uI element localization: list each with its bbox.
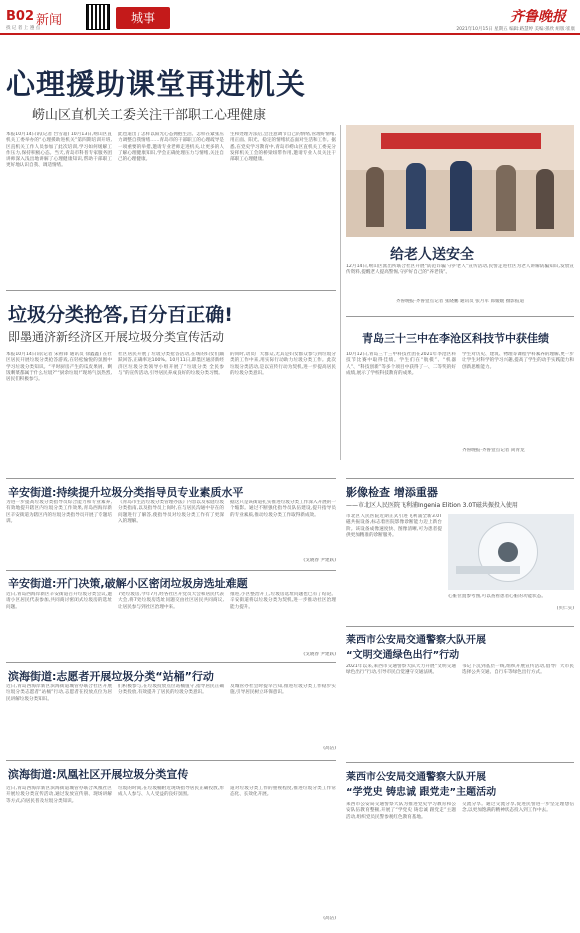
police-headline: 莱西市公安局交通警察大队开展 bbox=[346, 635, 486, 646]
channel-label: 城事 bbox=[130, 11, 155, 25]
hospital-text: 市北区人民医院近期正式引进飞利浦全新3.0T磁共振设备,标志着医院影像诊断能力迈上新台阶。该设备成像速度快、图像清晰,可为患者提供更加精准的诊断服务。 bbox=[346, 514, 442, 538]
lead-col-2: 此也道出了怎样以阳光心态拥抱生活、怎样在紧张压力调整自我情绪……青岛市的干部职工的心理疏导是一项重要的举措,邀请专业老师走进机关,让更多的人了解心理健康知识,学会正确处理压力与情绪,关注自己的心理健康。 bbox=[118, 132, 224, 163]
mri-caption: 心脏位置参考图,可以查看患者心脏的功能状态。 bbox=[448, 594, 546, 599]
person-figure bbox=[406, 163, 426, 229]
garbage-col-1: 本报10月14日讯(记者 宋祖锋 通讯员 徐鑫鑫) 在社区居民开展垃圾分类抢答游戏,在轻松愉悦的氛围中学习垃圾分类知识。“平时厨房产生的瓜皮果屑、剩饭剩菜都属于什么垃圾?”“厨余垃圾!”现场气氛热烈,居民们积极参与。 bbox=[6, 352, 112, 383]
article-credit: (戈晓春 尹建跃) bbox=[303, 558, 336, 563]
person-figure bbox=[366, 167, 384, 227]
header-left-line: 找 记 者 上 遵 点 bbox=[6, 26, 41, 31]
article-col-1: 为进一步提高垃圾分类指导员综合能力和专业素养,有效地提升辖区内垃圾分类工作效果,青岛西海岸新区辛安街道为辖区内的垃圾分类指导员开展了专题培训。 bbox=[6, 500, 112, 524]
article-col-2: 7处垃圾房,今年7月,经各社区开党员大会和居民代表大会,将7处垃圾房选址问题交由社区居民共同商议,让居民参与到社区治理中来。 bbox=[118, 592, 224, 610]
article-col-1: 近日,青岛西海岸新区辛安街道召开垃圾分类会议,邀请小区居民代表参加,共同商讨密闭式垃圾房的选址问题。 bbox=[6, 592, 112, 610]
section-divider bbox=[346, 478, 574, 479]
lead-col-3: 生和处理方法后,会注意调节自己的情绪,管理好情绪,用正面、阳光、稳定的情绪状态面对生活和工作。据悉,在党史学习教育中,青岛市崂山区直机关工委充分发挥机关工会的桥梁纽带作用,邀请专业人员关注干部职工心理健康。 bbox=[230, 132, 336, 163]
section-divider bbox=[6, 478, 336, 479]
hospital-subheadline: ——市北区人民医院飞利浦Ingenia Elition 3.0T磁共振投入使用 bbox=[346, 502, 518, 509]
person-figure bbox=[496, 165, 516, 231]
hospital-headline: 影像检查 增添重器 bbox=[346, 486, 438, 499]
school-col-2: 学生对历史、建筑、物理等课程学科素养的理解,更一步让学生对科学的学习兴趣,提高了学生的动手实践能力和创新思维能力。 bbox=[462, 352, 574, 370]
article-col-2: 《青岛市生活垃圾分类管理办法》内容以及家庭垃圾分类指南,以及指导员上岗时,在与居民沟通中存在的问题进行了解答,使指导员对垃圾分类工作有了更深入的理解。 bbox=[118, 500, 224, 524]
section-divider bbox=[6, 662, 336, 663]
article-col-3: 推进,小区整治开工,垃圾房选址问题也已有了结论。辛安街道将以垃圾分类为契机,进一步推动社区治理能力提升。 bbox=[230, 592, 336, 610]
lead-photo bbox=[346, 125, 574, 237]
header-divider bbox=[0, 33, 580, 35]
police-headline-2: “学党史 铸忠诚 跟党走”主题活动 bbox=[346, 787, 497, 798]
banner-decoration bbox=[381, 133, 541, 149]
section-divider bbox=[346, 626, 574, 627]
article-col-2: 垃圾的时间,在垃圾桶附近现场指导居民正确投放,形成人人参与、人人受益的良好氛围。 bbox=[118, 786, 224, 798]
garbage-subheadline: 即墨通济新经济区开展垃圾分类宣传活动 bbox=[8, 330, 225, 344]
school-col-1: 10月12日,青岛三十三中科技社团在2021年李沧区科技节比赛中取得佳绩。学生们在“航模”、“机器人”、“科技创新”等多个项目中获得了一、二等奖的好成绩,展示了学校科技教育的成果。 bbox=[346, 352, 456, 376]
police-col-2: 书记下沉到基层一线,组织开展宣传活动,倡导广大市民选择公共交通、自行车等绿色出行方式。 bbox=[462, 664, 574, 676]
police-col-1: 莱西市公安局交通警察大队为推进党史学习教育和公安队伍教育整顿,开展了“学党史 铸忠诚 跟党走”主题活动,组织党员民警参观红色教育基地。 bbox=[346, 802, 456, 820]
column-divider bbox=[340, 125, 341, 460]
garbage-headline: 垃圾分类抢答,百分百正确! bbox=[8, 304, 233, 326]
article-col-1: 近日,青岛西海岸新区滨海街道城管办联合社区开展垃圾分类志愿者“站桶”行动,志愿者在投放点位为居民讲解垃圾分类知识。 bbox=[6, 684, 112, 702]
garbage-col-3: 的同时,动员广大群众,尤其是妇女群众参与到垃圾分类的工作中来,用实际行动助力垃圾分类工作。此次垃圾分类活动,是以宣传行动为契机,进一步提高居民的垃圾分类意识。 bbox=[230, 352, 336, 376]
article-credit: (高洁) bbox=[323, 916, 336, 921]
page-number: B02 bbox=[6, 9, 34, 24]
channel-tab[interactable] bbox=[116, 7, 170, 29]
article-col-3: 及城管办社会时提早告知,推进垃圾分类工作稳步实施,引导居民树立环保意识。 bbox=[230, 684, 336, 696]
photo-caption-text: 12月14日,崂山区派出所联合社区开展“防范诈骗 守护老人”宣传活动,民警走进社区为老人讲解防骗知识,发放宣传资料,提醒老人提高警惕,守护好自己的“养老钱”。 bbox=[346, 264, 574, 276]
police-col-1: 2021年以来,莱西市交通警察大队大力开展“文明交通绿色出行”行动,引导市民自觉遵守交通法规。 bbox=[346, 664, 456, 676]
section-name: 新闻 bbox=[36, 13, 63, 28]
article-headline: 滨海街道:凤凰社区开展垃圾分类宣传 bbox=[8, 768, 189, 781]
school-headline: 青岛三十三中在李沧区科技节中获佳绩 bbox=[362, 332, 549, 345]
lead-col-1: 本报10月14日讯(记者 台雪超) 10月13日,崂山区直机关工委举办的“心理援助进机关”第四期培训开班,区直机关工作人员参加了此次培训,学习如何缓解工作压力,保持积极心态。当天,青岛市科普专家服务团讲师深入浅出地讲解了心理健康知识,帮助干部职工更好地认识自我、调适情绪。 bbox=[6, 132, 112, 169]
section-divider bbox=[6, 570, 336, 571]
mri-photo bbox=[448, 514, 574, 590]
garbage-col-2: 社区居民开展了垃圾分类抢答活动,在场的妇女们踊跃回答,正确率达100%。10月11日,即墨区通济新经济区垃圾分类领导小组开展了“垃圾分类 全民参与”的宣传活动,引导居民养成良好的垃圾分类习惯。 bbox=[118, 352, 224, 376]
article-headline: 辛安街道:持续提升垃圾分类指导员专业素质水平 bbox=[8, 486, 244, 499]
lead-subheadline: 崂山区直机关工委关注干部职工心理健康 bbox=[32, 108, 267, 123]
article-headline: 滨海街道:志愿者开展垃圾分类“站桶”行动 bbox=[8, 670, 214, 683]
hospital-credit: (贝仁实) bbox=[556, 606, 574, 611]
person-figure bbox=[450, 161, 472, 231]
section-divider bbox=[346, 762, 574, 763]
mri-patient-table bbox=[456, 566, 520, 574]
photo-caption-title: 给老人送安全 bbox=[390, 247, 474, 263]
article-col-2: 们积极参与,在垃圾投放点位站桶值守,指导居民正确分类投放,有效提升了居民的垃圾分类意识。 bbox=[118, 684, 224, 696]
photo-credit: 齐鲁晚报·齐鲁壹点记者 张晓鹏 通讯员 张月军 郎媛媛 摄影报道 bbox=[395, 299, 525, 304]
header-info: 2021年10月15日 星期五 编辑:路慧婷 美编:孫欣 組版:崔康 bbox=[456, 27, 575, 32]
article-headline: 辛安街道:开门决策,破解小区密闭垃圾房选址难题 bbox=[8, 577, 248, 590]
person-figure bbox=[536, 169, 554, 229]
police-headline-2: “文明交通绿色出行”行动 bbox=[346, 650, 460, 661]
section-divider bbox=[6, 760, 336, 761]
section-divider bbox=[6, 290, 336, 291]
mri-machine-bore bbox=[498, 542, 518, 562]
police-col-2: 交流分享。通过交流分享,促进民警进一步坚定理想信念,以更加饱满的精神状态投入到工作中去。 bbox=[462, 802, 574, 814]
school-credit: 齐鲁晚报·齐鲁壹点记者 尚青龙 bbox=[462, 448, 525, 453]
article-col-1: 近日,青岛西海岸新区滨海街道城管办联合凤凰社区开展垃圾分类宣传活动,通过发放宣传册、现场讲解等方式,向居民普及垃圾分类知识。 bbox=[6, 786, 112, 804]
section-divider bbox=[346, 316, 574, 317]
article-credit: (高洁) bbox=[323, 746, 336, 751]
newspaper-brand: 齐鲁晚报 bbox=[510, 9, 566, 25]
police-headline: 莱西市公安局交通警察大队开展 bbox=[346, 772, 486, 783]
lead-headline: 心理援助课堂再进机关 bbox=[6, 67, 307, 101]
article-col-3: 据这只是该街道扎实推进垃圾分类工作深入开展的一个缩影。通过不断强化指导员队伍建设,提升指导员的专业素质,推动垃圾分类工作取得新成效。 bbox=[230, 500, 336, 518]
article-credit: (戈晓春 尹建跃) bbox=[303, 652, 336, 657]
qr-code[interactable] bbox=[86, 4, 110, 30]
article-col-3: 道对垃圾分类工作的重视程度,推进垃圾分类工作常态化、长效化开展。 bbox=[230, 786, 336, 798]
